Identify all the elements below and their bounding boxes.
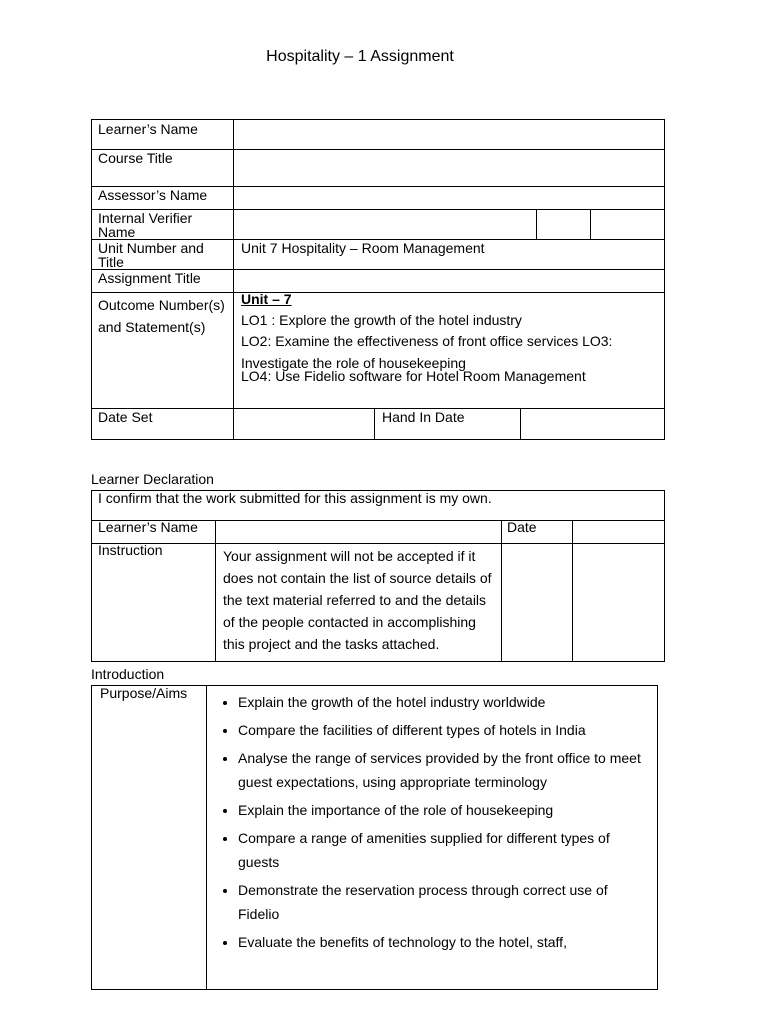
assignment-title-value[interactable]: [233, 269, 665, 293]
outcome-lo4: LO4: Use Fidelio software for Hotel Room Management: [241, 368, 586, 384]
course-title-value[interactable]: [233, 149, 665, 187]
purpose-aims-list-cell: [206, 685, 658, 990]
aim-item: • Explain the importance of the role of housekeeping: [238, 798, 651, 822]
assignment-title-label: Assignment Title: [91, 269, 234, 293]
date-set-label: Date Set: [91, 408, 234, 440]
outcome-label: Outcome Number(s) and Statement(s): [91, 292, 234, 409]
aim-item: • Analyse the range of services provided by the front office to meet guest expectations, using appropriate terminology: [238, 746, 651, 794]
aims-list: [210, 690, 651, 954]
hand-in-date-value[interactable]: [520, 408, 665, 440]
outcome-statements: [233, 292, 665, 409]
aim-item: • Explain the growth of the hotel industry worldwide: [238, 690, 651, 714]
internal-verifier-value[interactable]: [233, 209, 537, 240]
date-set-value[interactable]: [233, 408, 375, 440]
declaration-learners-name-value[interactable]: [215, 520, 502, 544]
internal-verifier-label: Internal Verifier Name: [91, 209, 234, 240]
instruction-signature-cell[interactable]: [501, 543, 573, 662]
declaration-learners-name-label: Learner’s Name: [91, 520, 216, 544]
declaration-date-value[interactable]: [572, 520, 665, 544]
outcome-lo2-lo3: LO2: Examine the effectiveness of front office services LO3: Investigate the role of housekeeping: [241, 333, 613, 371]
aim-item: • Demonstrate the reservation process through correct use of Fidelio: [238, 878, 651, 926]
assessors-name-value[interactable]: [233, 186, 665, 210]
learners-name-label: Learner’s Name: [91, 119, 234, 150]
instruction-label: Instruction: [91, 543, 216, 662]
learner-declaration-heading: Learner Declaration: [91, 471, 214, 487]
aim-item: • Evaluate the benefits of technology to the hotel, staff,: [238, 930, 651, 954]
course-title-label: Course Title: [91, 149, 234, 187]
outcome-unit: Unit – 7: [241, 292, 292, 307]
instruction-text: Your assignment will not be accepted if it does not contain the list of source details of the text material referred to and the details of the people contacted in accomplishing this project and the tasks attached.: [215, 543, 502, 662]
assessors-name-label: Assessor’s Name: [91, 186, 234, 210]
internal-verifier-signature[interactable]: [536, 209, 591, 240]
introduction-heading: Introduction: [91, 666, 165, 682]
declaration-confirm-text: I confirm that the work submitted for this assignment is my own.: [91, 490, 665, 521]
unit-number-label: Unit Number and Title: [91, 239, 234, 270]
purpose-aims-label: Purpose/Aims: [91, 685, 207, 990]
page-title: Hospitality – 1 Assignment: [266, 48, 454, 65]
unit-number-value: Unit 7 Hospitality – Room Management: [233, 239, 665, 270]
learners-name-value[interactable]: [233, 119, 665, 150]
aim-item: • Compare the facilities of different types of hotels in India: [238, 718, 651, 742]
internal-verifier-date[interactable]: [590, 209, 665, 240]
outcome-lo1: LO1 : Explore the growth of the hotel industry: [241, 312, 522, 328]
aim-item: • Compare a range of amenities supplied for different types of guests: [238, 826, 651, 874]
declaration-date-label: Date: [501, 520, 573, 544]
hand-in-date-label: Hand In Date: [374, 408, 521, 440]
instruction-date-cell[interactable]: [572, 543, 665, 662]
